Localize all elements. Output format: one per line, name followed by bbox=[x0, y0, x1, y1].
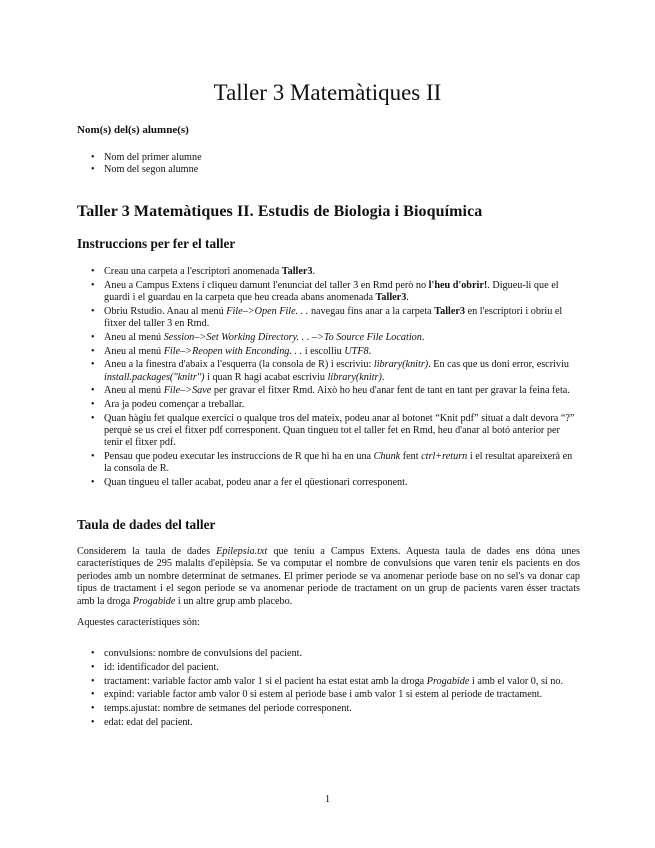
list-item: • Aneu a Campus Extens i cliqueu damunt l'enunciat del taller 3 en Rmd però no l'heu d'obrir!. Digueu-li que el guardi i el guardau en la carpeta que heu creada abans anomenada Taller3. bbox=[77, 280, 580, 304]
page-number: 1 bbox=[324, 794, 331, 805]
list-item: • expind: variable factor amb valor 0 si estem al periode base i amb valor 1 si estem al periode de tractament. bbox=[77, 689, 580, 701]
list-item: • Nom del segon alumne bbox=[77, 164, 202, 176]
list-item: • id: identificador del pacient. bbox=[77, 662, 580, 674]
list-item: • Quan tingueu el taller acabat, podeu anar a fer el qüestionari corresponent. bbox=[77, 477, 580, 489]
list-item: • Obriu Rstudio. Anau al menú File–>Open File. . . navegau fins anar a la carpeta Taller3 en l'escriptori i obriu el fitxer del taller 3 en Rmd. bbox=[77, 306, 580, 330]
authors-list bbox=[77, 152, 202, 176]
list-item: • Nom del primer alumne bbox=[77, 152, 202, 164]
list-item: • Aneu al menú File–>Reopen with Enconding. . . i escolliu UTF8. bbox=[77, 346, 580, 358]
list-item: • Creau una carpeta a l'escriptori anomenada Taller3. bbox=[77, 266, 580, 278]
list-item: • Pensau que podeu executar les instruccions de R que hi ha en una Chunk fent ctrl+return i el resultat apareixerà en la consola de R. bbox=[77, 451, 580, 475]
list-item: • Aneu a la finestra d'abaix a l'esquerra (la consola de R) i escriviu: library(knitr). En cas que us doni error, escriviu install.packages("knitr") i quan R hagi acabat escriviu library(knitr). bbox=[77, 359, 580, 383]
instructions-heading: Instruccions per fer el taller bbox=[77, 236, 236, 251]
document-title: Taller 3 Matemàtiques II bbox=[213, 80, 442, 105]
list-item: • Ara ja podeu començar a treballar. bbox=[77, 399, 580, 411]
data-heading: Taula de dades del taller bbox=[77, 517, 216, 532]
data-paragraph: Considerem la taula de dades Epilepsia.txt que teniu a Campus Extens. Aquesta taula de dades ens dóna unes característiques de 295 malalts d'epilèpsia. Se va computar el nombre de convulsions que varen tenir els pacients en dos periodes amb un nombre determinat de setmanes. El primer periode se va anomenar periode base on no sel's va donar cap tipus de tractament i el segon periode se va anomenar periode de tractament on un grup de pacients varen ésser tractats amb la droga Progabide i un altre grup amb placebo. bbox=[77, 546, 580, 607]
list-item: • Quan hàgiu fet qualque exercici o qualque tros del mateix, podeu anar al botonet “Knit pdf” situat a dalt devora “?” perquè se us crei el fitxer pdf corresponent. Quan tingueu tot el taller fet en Rmd, heu d'anar al botó anterior per tenir el fitxer pdf. bbox=[77, 413, 580, 450]
list-item: • convulsions: nombre de convulsions del pacient. bbox=[77, 648, 580, 660]
list-item: • edat: edat del pacient. bbox=[77, 717, 580, 729]
list-item: • Aneu al menú Session–>Set Working Directory. . . –>To Source File Location. bbox=[77, 332, 580, 344]
characteristics-intro: Aquestes característiques són: bbox=[77, 617, 200, 628]
list-item: • temps.ajustat: nombre de setmanes del periode corresponent. bbox=[77, 703, 580, 715]
list-item: • tractament: variable factor amb valor 1 si el pacient ha estat estat amb la droga Progabide i amb el valor 0, si no. bbox=[77, 676, 580, 688]
variables-list bbox=[77, 648, 580, 731]
authors-label: Nom(s) del(s) alumne(s) bbox=[77, 124, 189, 136]
instructions-list bbox=[77, 266, 580, 491]
section-title: Taller 3 Matemàtiques II. Estudis de Biologia i Bioquímica bbox=[77, 203, 483, 220]
list-item: • Aneu al menú File–>Save per gravar el fitxer Rmd. Això ho heu d'anar fent de tant en tant per gravar la feina feta. bbox=[77, 385, 580, 397]
